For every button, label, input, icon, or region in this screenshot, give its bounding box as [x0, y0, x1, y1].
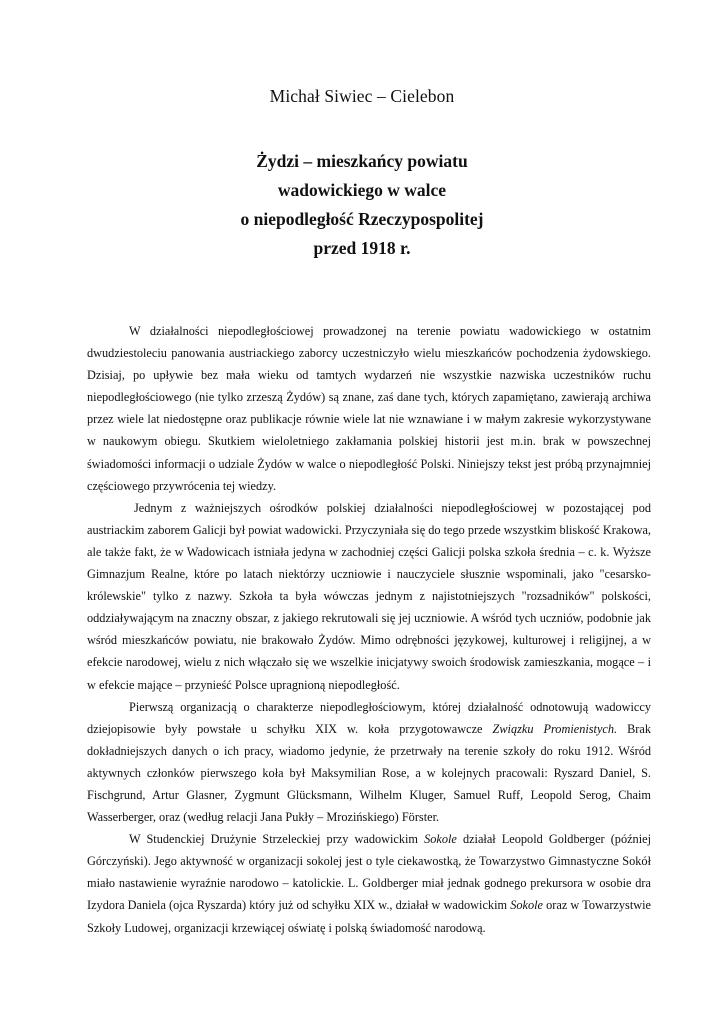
paragraph-text: Jednym z ważniejszych ośrodków polskiej działalności niepodległościowej w pozostającej pod austriackim zaborem Galicji był powiat wadowicki. Przyczyniała się do tego przede wszystkim bliskość Krakowa, ale także fakt, że w Wadowicach istniała jedyna w zachodniej części Galicji polska szkoła średnia – c. k. Wyższe Gimnazjum Realne, które po latach niektórzy uczniowie i nauczyciele słusznie wspominali, jako "cesarsko-królewskie" tylko z nazwy. Szkoła ta była wówczas jednym z najistotniejszych "rozsadników" polskości, oddziaływającym na znaczny obszar, z jakiego rekrutowali się jej uczniowie. A wśród tych uczniów, podobnie jak wśród mieszkańców powiatu, nie brakowało Żydów. Mimo odrębności językowej, kulturowej i religijnej, a w efekcie narodowej, wielu z nich włączało się we wszelkie inicjatywy swoich środowisk zamieszkania, mogące – i w efekcie mające – przynieść Polsce upragnioną niepodległość. [87, 500, 651, 692]
title-line: o niepodległość Rzeczypospolitej [240, 209, 484, 229]
paragraph-1 [87, 320, 651, 497]
title-line: przed 1918 r. [313, 238, 411, 258]
organization-name-italic: Sokole [510, 898, 543, 913]
title-line: Żydzi – mieszkańcy powiatu [256, 151, 468, 171]
paragraph-2 [87, 497, 651, 696]
paragraph-text: Pierwszą organizacją o charakterze niepodległościowym, której działalność odnotowują wadowiccy dziejopisowie były powstałe u schyłku XIX w. koła przygotowawcze [87, 699, 651, 736]
organization-name-italic: Sokole [424, 832, 457, 847]
paragraph-text: oraz w Towarzystwie Szkoły Ludowej, organizacji krzewiącej oświatę i polską świadomość narodową. [87, 898, 651, 935]
body-text [87, 320, 651, 939]
document-title [0, 147, 724, 263]
paragraph-3 [87, 696, 651, 829]
paragraph-text: Brak dokładniejszych danych o ich pracy, wiadomo jedynie, że przetrwały na terenie szkoły do roku 1912. Wśród aktywnych członków pierwszego koła był Maksymilian Rose, a w kolejnych pracowali: Ryszard Daniel, S. Fischgrund, Artur Glasner, Zygmunt Glücksmann, Wilhelm Kluger, Samuel Ruff, Leopold Serog, Chaim Wasserberger, oraz (według relacji Jana Pukły – Mrozińskiego) Förster. [87, 721, 651, 825]
author-name: Michał Siwiec – Cielebon [269, 86, 455, 106]
organization-name-italic: Związku Promienistych. [492, 721, 618, 736]
paragraph-text: W Studenckiej Drużynie Strzeleckiej przy wadowickim [129, 832, 425, 847]
paragraph-4 [87, 828, 651, 938]
paragraph-text: W działalności niepodległościowej prowadzonej na terenie powiatu wadowickiego w ostatnim dwudziestoleciu panowania austriackiego zaborcy uczestniczyło wielu mieszkańców pochodzenia żydowskiego. Dzisiaj, po upływie bez mała wieku od tamtych wydarzeń nie wszystkie nazwiska uczestników ruchu niepodległościowego (nie tylko zrzeszą Żydów) są znane, zaś dane tych, których zapamiętano, zawierają archiwa przez wiele lat niedostępne oraz publikacje równie wiele lat nie wznawiane i w małym zakresie wykorzystywane w naukowym obiegu. Skutkiem wieloletniego zakłamania polskiej historii jest m.in. brak w powszechnej świadomości informacji o udziale Żydów w walce o niepodległość Polski. Niniejszy tekst jest próbą przynajmniej częściowego przywrócenia tej wiedzy. [87, 324, 651, 493]
title-line: wadowickiego w walce [277, 180, 447, 200]
paragraph-text: działał Leopold Goldberger (później Górczyński). Jego aktywność w organizacji sokolej jest o tyle ciekawostką, że Towarzystwo Gimnastyczne Sokół miało nastawienie wyraźnie narodowo – katolickie. L. Goldberger miał jednak godnego prekursora w osobie dra Izydora Daniela (ojca Ryszarda) który już od schyłku XIX w., działał w wadowickim [87, 832, 651, 913]
